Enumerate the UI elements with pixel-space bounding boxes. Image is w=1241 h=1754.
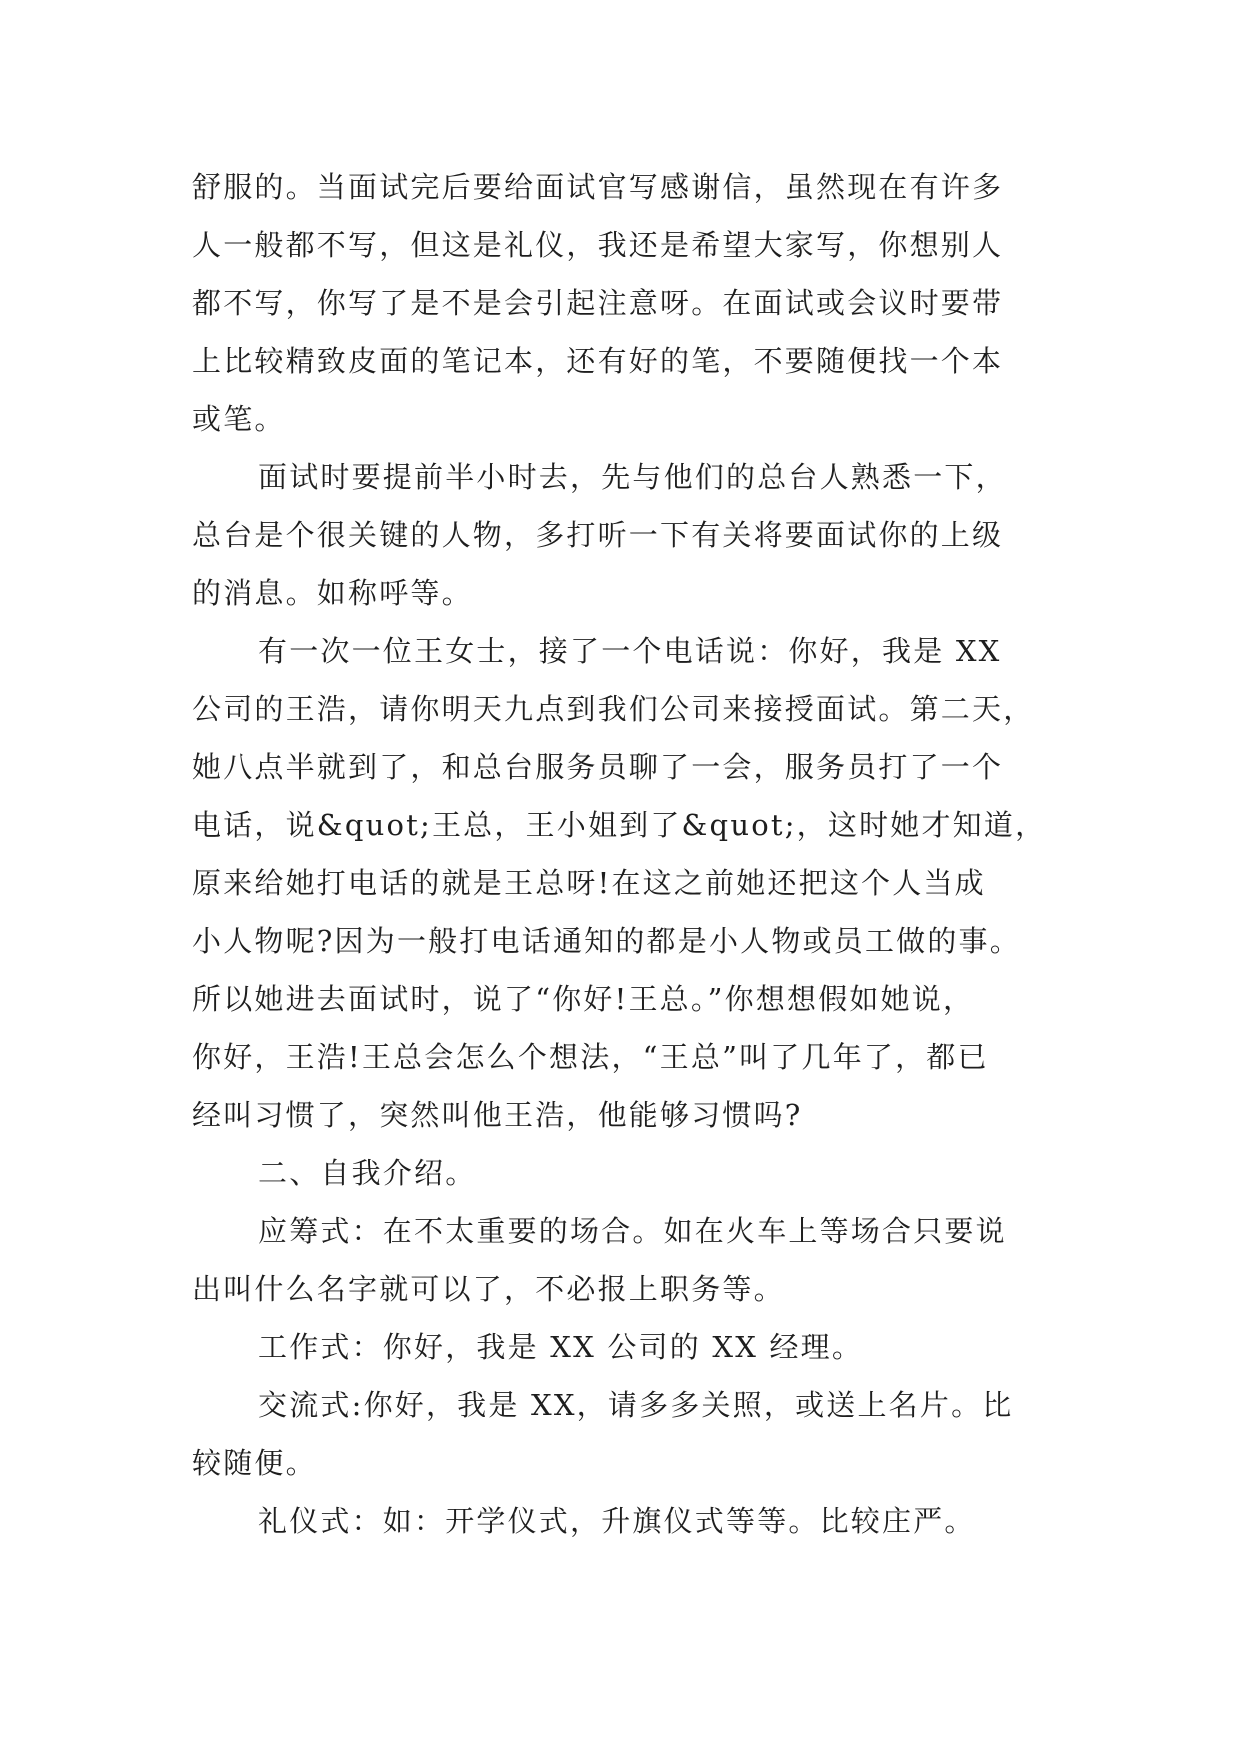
text-line: 原来给她打电话的就是王总呀!在这之前她还把这个人当成 [192,866,986,900]
text-line: 你好，王浩!王总会怎么个想法，“王总”叫了几年了，都已 [192,1040,989,1074]
text-line: 上比较精致皮面的笔记本，还有好的笔，不要随便找一个本 [192,344,1004,378]
text-line: 总台是个很关键的人物，多打听一下有关将要面试你的上级 [192,518,1004,552]
paragraph-start-line: 应筹式：在不太重要的场合。如在火车上等场合只要说 [258,1214,1007,1248]
text-line: 的消息。如称呼等。 [192,576,473,610]
text-line: 或笔。 [192,402,286,436]
text-line: 所以她进去面试时，说了“你好!王总。”你想想假如她说， [192,982,975,1016]
paragraph-start-line: 礼仪式：如：开学仪式，升旗仪式等等。比较庄严。 [258,1504,976,1538]
paragraph-start-line: 有一次一位王女士，接了一个电话说：你好，我是 XX [258,634,1002,668]
paragraph-start-line: 面试时要提前半小时去，先与他们的总台人熟悉一下， [258,460,1007,494]
text-line: 经叫习惯了，突然叫他王浩，他能够习惯吗? [192,1098,803,1132]
text-line: 出叫什么名字就可以了，不必报上职务等。 [192,1272,785,1306]
text-line: 都不写，你写了是不是会引起注意呀。在面试或会议时要带 [192,286,1004,320]
text-line: 电话，说&quot;王总，王小姐到了&quot;，这时她才知道， [192,808,1047,842]
text-line: 人一般都不写，但这是礼仪，我还是希望大家写，你想别人 [192,228,1004,262]
text-line: 小人物呢?因为一般打电话通知的都是小人物或员工做的事。 [192,924,1021,958]
paragraph-start-line: 工作式：你好，我是 XX 公司的 XX 经理。 [258,1330,864,1364]
paragraph-start-line: 交流式:你好，我是 XX，请多多关照，或送上名片。比 [258,1388,1014,1422]
section-heading: 二、自我介绍。 [258,1156,477,1190]
document-body [192,158,1072,1550]
text-line: 她八点半就到了，和总台服务员聊了一会，服务员打了一个 [192,750,1004,784]
text-line: 舒服的。当面试完后要给面试官写感谢信，虽然现在有许多 [192,170,1004,204]
text-line: 较随便。 [192,1446,317,1480]
text-line: 公司的王浩，请你明天九点到我们公司来接授面试。第二天， [192,692,1035,726]
